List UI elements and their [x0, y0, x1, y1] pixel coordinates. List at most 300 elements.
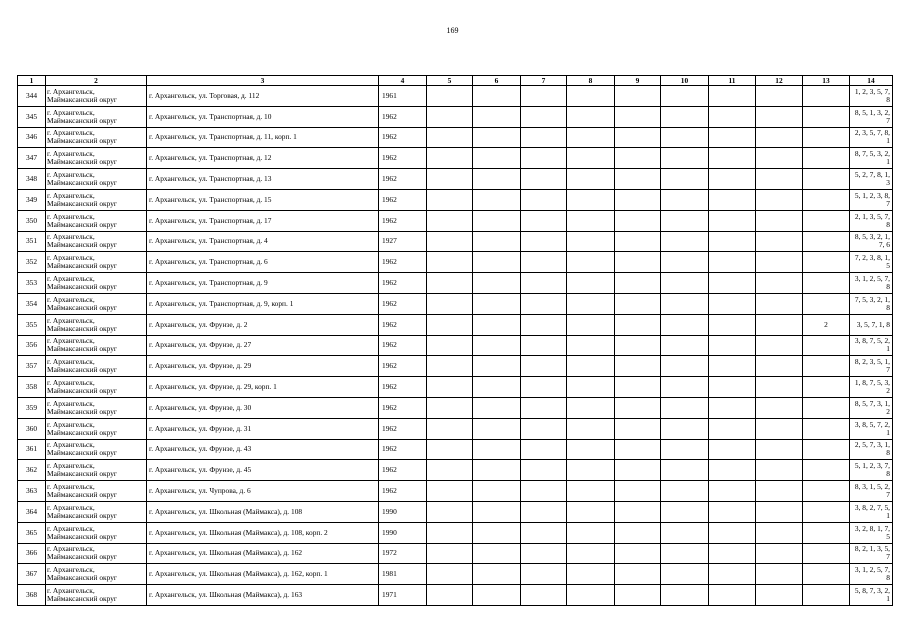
- district-line: г. Архангельск,: [47, 586, 95, 596]
- empty-cell-col-6: [473, 481, 521, 502]
- empty-cell-col-5: [427, 481, 473, 502]
- empty-cell-col-12: [756, 106, 803, 127]
- row-number-cell: 346: [18, 127, 46, 148]
- district-cell: [46, 148, 147, 169]
- empty-cell-col-8: [567, 189, 615, 210]
- address-cell: г. Архангельск, ул. Транспортная, д. 12: [147, 148, 379, 169]
- col14-line: 1: [886, 427, 890, 437]
- empty-cell-col-6: [473, 106, 521, 127]
- row-number-cell: 354: [18, 293, 46, 314]
- col14-cell: [850, 169, 893, 190]
- district-line: Маймаксанский округ: [47, 469, 117, 479]
- year-cell: 1962: [379, 418, 427, 439]
- district-line: г. Архангельск,: [47, 232, 95, 242]
- district-line: Маймаксанский округ: [47, 94, 117, 104]
- col14-line: 1: [886, 157, 890, 167]
- table-row: [18, 460, 893, 481]
- col14-line: 2, 5, 7, 3, 1,: [854, 440, 890, 450]
- district-line: г. Архангельск,: [47, 107, 95, 117]
- empty-cell-col-9: [615, 273, 661, 294]
- district-cell: [46, 293, 147, 314]
- district-line: г. Архангельск,: [47, 170, 95, 180]
- district-line: Маймаксанский округ: [47, 136, 117, 146]
- empty-cell-col-9: [615, 210, 661, 231]
- row-number-cell: 368: [18, 585, 46, 606]
- empty-cell-col-5: [427, 169, 473, 190]
- empty-cell-col-6: [473, 460, 521, 481]
- empty-cell-col-12: [756, 273, 803, 294]
- empty-cell-col-9: [615, 501, 661, 522]
- empty-cell-col-9: [615, 585, 661, 606]
- address-cell: г. Архангельск, ул. Фрунзе, д. 31: [147, 418, 379, 439]
- table-row: [18, 439, 893, 460]
- district-line: г. Архангельск,: [47, 544, 95, 554]
- col14-cell: [850, 106, 893, 127]
- empty-cell-col-10: [661, 585, 709, 606]
- col14-line: 8, 5, 3, 2, 1,: [854, 232, 890, 242]
- year-cell: 1972: [379, 543, 427, 564]
- col14-line: 5, 1, 2, 3, 8,: [854, 190, 890, 200]
- row-number-cell: 351: [18, 231, 46, 252]
- table-row: [18, 273, 893, 294]
- empty-cell-col-10: [661, 377, 709, 398]
- empty-cell-col-11: [709, 585, 756, 606]
- row-number-cell: 361: [18, 439, 46, 460]
- col13-cell: [803, 86, 850, 107]
- empty-cell-col-11: [709, 397, 756, 418]
- empty-cell-col-11: [709, 439, 756, 460]
- empty-cell-col-6: [473, 252, 521, 273]
- empty-cell-col-12: [756, 460, 803, 481]
- district-line: г. Архангельск,: [47, 315, 95, 325]
- district-cell: [46, 252, 147, 273]
- col14-line: 1, 2, 3, 5, 7,: [854, 86, 890, 96]
- table-row: [18, 127, 893, 148]
- table-row: [18, 231, 893, 252]
- row-number-cell: 362: [18, 460, 46, 481]
- empty-cell-col-9: [615, 564, 661, 585]
- address-cell: г. Архангельск, ул. Транспортная, д. 4: [147, 231, 379, 252]
- row-number-cell: 355: [18, 314, 46, 335]
- empty-cell-col-8: [567, 148, 615, 169]
- district-line: Маймаксанский округ: [47, 323, 117, 333]
- empty-cell-col-10: [661, 564, 709, 585]
- col14-line: 7, 2, 3, 8, 1,: [854, 253, 890, 263]
- year-cell: 1962: [379, 397, 427, 418]
- empty-cell-col-6: [473, 189, 521, 210]
- column-header: 13: [803, 76, 850, 86]
- year-cell: 1962: [379, 293, 427, 314]
- empty-cell-col-12: [756, 335, 803, 356]
- col13-cell: [803, 210, 850, 231]
- year-cell: 1990: [379, 522, 427, 543]
- year-cell: 1962: [379, 377, 427, 398]
- year-cell: 1962: [379, 439, 427, 460]
- empty-cell-col-9: [615, 522, 661, 543]
- empty-cell-col-5: [427, 148, 473, 169]
- year-cell: 1962: [379, 252, 427, 273]
- empty-cell-col-7: [521, 564, 567, 585]
- district-line: г. Архангельск,: [47, 482, 95, 492]
- col14-cell: [850, 86, 893, 107]
- year-cell: 1962: [379, 314, 427, 335]
- empty-cell-col-10: [661, 356, 709, 377]
- empty-cell-col-11: [709, 273, 756, 294]
- address-cell: г. Архангельск, ул. Транспортная, д. 11, корп. 1: [147, 127, 379, 148]
- col14-line: 5, 8, 7, 3, 2,: [854, 586, 890, 596]
- row-number-cell: 358: [18, 377, 46, 398]
- col14-line: 5: [886, 531, 890, 541]
- district-line: г. Архангельск,: [47, 419, 95, 429]
- empty-cell-col-9: [615, 86, 661, 107]
- address-cell: г. Архангельск, ул. Фрунзе, д. 29: [147, 356, 379, 377]
- table-row: [18, 252, 893, 273]
- empty-cell-col-12: [756, 231, 803, 252]
- col14-line: 8: [886, 94, 890, 104]
- district-cell: [46, 460, 147, 481]
- page-number: 169: [446, 26, 459, 35]
- col14-cell: [850, 210, 893, 231]
- table-row: [18, 522, 893, 543]
- empty-cell-col-5: [427, 86, 473, 107]
- col13-cell: [803, 293, 850, 314]
- empty-cell-col-12: [756, 439, 803, 460]
- district-cell: [46, 314, 147, 335]
- col14-cell: [850, 231, 893, 252]
- col14-cell: [850, 439, 893, 460]
- empty-cell-col-9: [615, 106, 661, 127]
- col13-cell: [803, 397, 850, 418]
- empty-cell-col-7: [521, 335, 567, 356]
- empty-cell-col-6: [473, 169, 521, 190]
- col14-line: 3, 8, 7, 5, 2,: [854, 336, 890, 346]
- district-line: г. Архангельск,: [47, 502, 95, 512]
- empty-cell-col-7: [521, 86, 567, 107]
- empty-cell-col-8: [567, 418, 615, 439]
- district-line: Маймаксанский округ: [47, 261, 117, 271]
- district-line: г. Архангельск,: [47, 190, 95, 200]
- empty-cell-col-5: [427, 522, 473, 543]
- district-cell: [46, 169, 147, 190]
- empty-cell-col-7: [521, 210, 567, 231]
- col13-cell: [803, 543, 850, 564]
- empty-cell-col-9: [615, 148, 661, 169]
- empty-cell-col-5: [427, 460, 473, 481]
- empty-cell-col-7: [521, 481, 567, 502]
- col14-cell: [850, 356, 893, 377]
- empty-cell-col-8: [567, 501, 615, 522]
- col14-line: 5, 1, 2, 3, 7,: [854, 461, 890, 471]
- empty-cell-col-7: [521, 127, 567, 148]
- col14-line: 8, 7, 5, 3, 2,: [854, 149, 890, 159]
- table-row: [18, 293, 893, 314]
- address-cell: г. Архангельск, ул. Школьная (Маймакса), д. 108, корп. 2: [147, 522, 379, 543]
- table-row: [18, 314, 893, 335]
- col14-line: 1: [886, 344, 890, 354]
- column-header: 3: [147, 76, 379, 86]
- district-line: г. Архангельск,: [47, 253, 95, 263]
- empty-cell-col-7: [521, 543, 567, 564]
- col14-cell: [850, 397, 893, 418]
- col14-line: 7: [886, 552, 890, 562]
- district-line: Маймаксанский округ: [47, 531, 117, 541]
- empty-cell-col-8: [567, 585, 615, 606]
- empty-cell-col-5: [427, 106, 473, 127]
- column-header: 9: [615, 76, 661, 86]
- col14-line: 1: [886, 510, 890, 520]
- address-cell: г. Архангельск, ул. Школьная (Маймакса), д. 163: [147, 585, 379, 606]
- empty-cell-col-11: [709, 377, 756, 398]
- row-number-cell: 347: [18, 148, 46, 169]
- empty-cell-col-6: [473, 273, 521, 294]
- district-cell: [46, 522, 147, 543]
- empty-cell-col-9: [615, 439, 661, 460]
- col14-line: 8: [886, 302, 890, 312]
- district-cell: [46, 481, 147, 502]
- empty-cell-col-11: [709, 314, 756, 335]
- empty-cell-col-11: [709, 481, 756, 502]
- table-row: [18, 169, 893, 190]
- address-cell: г. Архангельск, ул. Фрунзе, д. 43: [147, 439, 379, 460]
- empty-cell-col-8: [567, 481, 615, 502]
- col14-line: 8: [886, 219, 890, 229]
- empty-cell-col-12: [756, 127, 803, 148]
- empty-cell-col-8: [567, 127, 615, 148]
- row-number-cell: 345: [18, 106, 46, 127]
- empty-cell-col-7: [521, 169, 567, 190]
- col14-cell: [850, 543, 893, 564]
- empty-cell-col-6: [473, 127, 521, 148]
- address-cell: г. Архангельск, ул. Транспортная, д. 9, корп. 1: [147, 293, 379, 314]
- empty-cell-col-9: [615, 169, 661, 190]
- district-cell: [46, 377, 147, 398]
- empty-cell-col-9: [615, 314, 661, 335]
- district-cell: [46, 231, 147, 252]
- col14-line: 3, 2, 8, 1, 7,: [854, 523, 890, 533]
- district-line: г. Архангельск,: [47, 86, 95, 96]
- empty-cell-col-9: [615, 397, 661, 418]
- empty-cell-col-5: [427, 189, 473, 210]
- year-cell: 1927: [379, 231, 427, 252]
- district-cell: [46, 501, 147, 522]
- empty-cell-col-12: [756, 169, 803, 190]
- header-row: [18, 76, 893, 86]
- empty-cell-col-10: [661, 543, 709, 564]
- column-header: 11: [709, 76, 756, 86]
- empty-cell-col-9: [615, 377, 661, 398]
- year-cell: 1962: [379, 210, 427, 231]
- col14-cell: [850, 481, 893, 502]
- col14-cell: [850, 418, 893, 439]
- empty-cell-col-11: [709, 418, 756, 439]
- empty-cell-col-10: [661, 522, 709, 543]
- empty-cell-col-7: [521, 189, 567, 210]
- district-line: г. Архангельск,: [47, 128, 95, 138]
- year-cell: 1971: [379, 585, 427, 606]
- year-cell: 1962: [379, 335, 427, 356]
- empty-cell-col-7: [521, 231, 567, 252]
- district-line: г. Архангельск,: [47, 378, 95, 388]
- empty-cell-col-12: [756, 86, 803, 107]
- district-line: Маймаксанский округ: [47, 510, 117, 520]
- district-line: Маймаксанский округ: [47, 198, 117, 208]
- col14-line: 8, 3, 1, 5, 2,: [854, 482, 890, 492]
- col14-line: 7, 5, 3, 2, 1,: [854, 294, 890, 304]
- empty-cell-col-12: [756, 314, 803, 335]
- empty-cell-col-5: [427, 418, 473, 439]
- empty-cell-col-5: [427, 439, 473, 460]
- empty-cell-col-10: [661, 273, 709, 294]
- row-number-cell: 357: [18, 356, 46, 377]
- col13-cell: [803, 252, 850, 273]
- district-line: Маймаксанский округ: [47, 115, 117, 125]
- col14-line: 3, 8, 5, 7, 2,: [854, 419, 890, 429]
- empty-cell-col-12: [756, 564, 803, 585]
- address-cell: г. Архангельск, ул. Транспортная, д. 9: [147, 273, 379, 294]
- district-line: Маймаксанский округ: [47, 552, 117, 562]
- empty-cell-col-10: [661, 106, 709, 127]
- empty-cell-col-7: [521, 585, 567, 606]
- district-line: Маймаксанский округ: [47, 219, 117, 229]
- empty-cell-col-10: [661, 189, 709, 210]
- empty-cell-col-11: [709, 106, 756, 127]
- empty-cell-col-8: [567, 210, 615, 231]
- col13-cell: [803, 585, 850, 606]
- district-line: Маймаксанский округ: [47, 490, 117, 500]
- district-cell: [46, 564, 147, 585]
- address-cell: г. Архангельск, ул. Транспортная, д. 17: [147, 210, 379, 231]
- col14-line: 3, 5, 7, 1, 8: [856, 319, 890, 329]
- empty-cell-col-5: [427, 335, 473, 356]
- district-line: Маймаксанский округ: [47, 448, 117, 458]
- empty-cell-col-12: [756, 210, 803, 231]
- empty-cell-col-6: [473, 418, 521, 439]
- address-cell: г. Архангельск, ул. Фрунзе, д. 30: [147, 397, 379, 418]
- col14-line: 7: [886, 365, 890, 375]
- col13-cell: [803, 273, 850, 294]
- district-line: г. Архангельск,: [47, 461, 95, 471]
- empty-cell-col-5: [427, 273, 473, 294]
- col13-cell: [803, 564, 850, 585]
- empty-cell-col-10: [661, 169, 709, 190]
- district-line: г. Архангельск,: [47, 211, 95, 221]
- empty-cell-col-6: [473, 585, 521, 606]
- empty-cell-col-6: [473, 86, 521, 107]
- year-cell: 1962: [379, 356, 427, 377]
- address-cell: г. Архангельск, ул. Фрунзе, д. 27: [147, 335, 379, 356]
- empty-cell-col-9: [615, 189, 661, 210]
- empty-cell-col-12: [756, 501, 803, 522]
- col14-line: 8, 5, 1, 3, 2,: [854, 107, 890, 117]
- col13-cell: [803, 189, 850, 210]
- empty-cell-col-8: [567, 231, 615, 252]
- empty-cell-col-9: [615, 418, 661, 439]
- district-line: г. Архангельск,: [47, 274, 95, 284]
- col13-cell: [803, 127, 850, 148]
- empty-cell-col-8: [567, 377, 615, 398]
- column-header: 6: [473, 76, 521, 86]
- empty-cell-col-10: [661, 293, 709, 314]
- district-cell: [46, 439, 147, 460]
- row-number-cell: 365: [18, 522, 46, 543]
- year-cell: 1962: [379, 169, 427, 190]
- col13-cell: [803, 481, 850, 502]
- col14-line: 8, 2, 3, 5, 1,: [854, 357, 890, 367]
- empty-cell-col-11: [709, 501, 756, 522]
- district-cell: [46, 585, 147, 606]
- empty-cell-col-8: [567, 356, 615, 377]
- year-cell: 1962: [379, 148, 427, 169]
- col14-cell: [850, 522, 893, 543]
- empty-cell-col-11: [709, 86, 756, 107]
- col13-cell: [803, 439, 850, 460]
- address-cell: г. Архангельск, ул. Транспортная, д. 13: [147, 169, 379, 190]
- empty-cell-col-9: [615, 543, 661, 564]
- table-row: [18, 335, 893, 356]
- empty-cell-col-8: [567, 564, 615, 585]
- empty-cell-col-10: [661, 460, 709, 481]
- district-cell: [46, 106, 147, 127]
- empty-cell-col-11: [709, 169, 756, 190]
- year-cell: 1962: [379, 273, 427, 294]
- empty-cell-col-8: [567, 273, 615, 294]
- empty-cell-col-11: [709, 335, 756, 356]
- empty-cell-col-8: [567, 293, 615, 314]
- address-cell: г. Архангельск, ул. Транспортная, д. 10: [147, 106, 379, 127]
- empty-cell-col-5: [427, 501, 473, 522]
- empty-cell-col-9: [615, 231, 661, 252]
- empty-cell-col-10: [661, 231, 709, 252]
- empty-cell-col-7: [521, 252, 567, 273]
- empty-cell-col-8: [567, 439, 615, 460]
- district-cell: [46, 543, 147, 564]
- col14-cell: [850, 501, 893, 522]
- table-row: [18, 86, 893, 107]
- year-cell: 1962: [379, 106, 427, 127]
- empty-cell-col-9: [615, 252, 661, 273]
- empty-cell-col-7: [521, 397, 567, 418]
- empty-cell-col-5: [427, 314, 473, 335]
- district-cell: [46, 335, 147, 356]
- empty-cell-col-8: [567, 335, 615, 356]
- empty-cell-col-9: [615, 127, 661, 148]
- row-number-cell: 366: [18, 543, 46, 564]
- table-row: [18, 356, 893, 377]
- empty-cell-col-8: [567, 460, 615, 481]
- col14-cell: [850, 189, 893, 210]
- empty-cell-col-11: [709, 543, 756, 564]
- empty-cell-col-6: [473, 148, 521, 169]
- table-body: [18, 86, 893, 606]
- empty-cell-col-12: [756, 543, 803, 564]
- column-header: 12: [756, 76, 803, 86]
- table-row: [18, 418, 893, 439]
- year-cell: 1961: [379, 86, 427, 107]
- col14-cell: [850, 377, 893, 398]
- empty-cell-col-6: [473, 356, 521, 377]
- table-row: [18, 585, 893, 606]
- empty-cell-col-10: [661, 148, 709, 169]
- empty-cell-col-8: [567, 543, 615, 564]
- column-header: 10: [661, 76, 709, 86]
- col13-cell: [803, 418, 850, 439]
- col14-line: 8: [886, 573, 890, 583]
- empty-cell-col-10: [661, 127, 709, 148]
- empty-cell-col-7: [521, 460, 567, 481]
- empty-cell-col-10: [661, 481, 709, 502]
- col13-cell: [803, 522, 850, 543]
- col14-cell: [850, 273, 893, 294]
